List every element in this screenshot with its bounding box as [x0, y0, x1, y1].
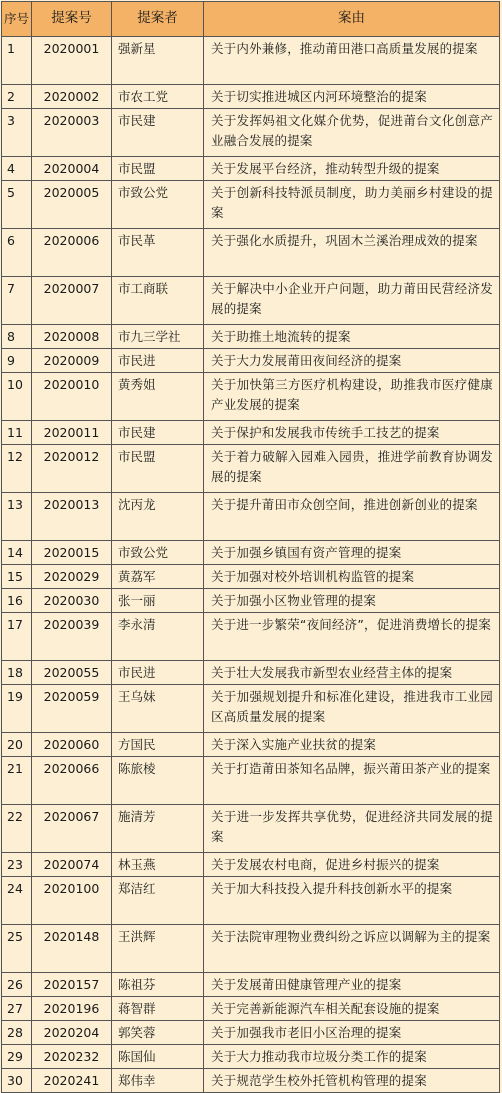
cell-subject: 关于壮大发展我市新型农业经营主体的提案 [204, 661, 500, 685]
cell-no: 16 [2, 589, 32, 613]
cell-no: 18 [2, 661, 32, 685]
header-no: 序号 [2, 2, 32, 37]
cell-subject: 关于解决中小企业开户问题，助力莆田民营经济发展的提案 [204, 277, 500, 325]
cell-proposal-id: 2020004 [32, 157, 112, 181]
cell-subject: 关于加强对校外培训机构监管的提案 [204, 565, 500, 589]
table-row [2, 589, 500, 613]
cell-no: 7 [2, 277, 32, 325]
cell-no: 29 [2, 1045, 32, 1069]
table-row [2, 421, 500, 445]
table-row [2, 685, 500, 733]
cell-no: 17 [2, 613, 32, 661]
cell-no: 12 [2, 445, 32, 493]
cell-proposer: 林玉燕 [112, 853, 204, 877]
cell-proposer: 市致公党 [112, 181, 204, 229]
cell-proposal-id: 2020008 [32, 325, 112, 349]
header-subject: 案由 [204, 2, 500, 37]
cell-subject: 关于打造莆田茶知名品牌，振兴莆田茶产业的提案 [204, 757, 500, 805]
cell-subject: 关于发展农村电商，促进乡村振兴的提案 [204, 853, 500, 877]
cell-proposer: 市农工党 [112, 85, 204, 109]
cell-proposal-id: 2020060 [32, 733, 112, 757]
cell-proposal-id: 2020100 [32, 877, 112, 925]
table-row [2, 733, 500, 757]
table-row [2, 349, 500, 373]
cell-subject: 关于发展平台经济，推动转型升级的提案 [204, 157, 500, 181]
cell-no: 27 [2, 997, 32, 1021]
table-row [2, 229, 500, 277]
cell-subject: 关于保护和发展我市传统手工技艺的提案 [204, 421, 500, 445]
cell-proposer: 陈国仙 [112, 1045, 204, 1069]
cell-no: 3 [2, 109, 32, 157]
proposal-table [1, 1, 500, 1093]
cell-proposal-id: 2020039 [32, 613, 112, 661]
table-row [2, 997, 500, 1021]
cell-no: 30 [2, 1069, 32, 1093]
cell-proposal-id: 2020157 [32, 973, 112, 997]
table-row [2, 85, 500, 109]
cell-proposal-id: 2020012 [32, 445, 112, 493]
cell-proposer: 市工商联 [112, 277, 204, 325]
table-row [2, 1021, 500, 1045]
cell-proposer: 市民进 [112, 661, 204, 685]
cell-no: 2 [2, 85, 32, 109]
cell-proposer: 市民盟 [112, 445, 204, 493]
cell-no: 19 [2, 685, 32, 733]
cell-no: 5 [2, 181, 32, 229]
cell-proposal-id: 2020001 [32, 37, 112, 85]
cell-proposer: 郑洁红 [112, 877, 204, 925]
cell-proposer: 市民盟 [112, 157, 204, 181]
cell-proposal-id: 2020015 [32, 541, 112, 565]
cell-proposal-id: 2020196 [32, 997, 112, 1021]
cell-subject: 关于发挥妈祖文化媒介优势，促进莆台文化创意产业融合发展的提案 [204, 109, 500, 157]
cell-proposal-id: 2020232 [32, 1045, 112, 1069]
cell-subject: 关于加强乡镇国有资产管理的提案 [204, 541, 500, 565]
cell-no: 8 [2, 325, 32, 349]
cell-subject: 关于着力破解入园难入园贵，推进学前教育协调发展的提案 [204, 445, 500, 493]
cell-proposer: 李永清 [112, 613, 204, 661]
cell-proposer: 市民建 [112, 109, 204, 157]
table-row [2, 181, 500, 229]
cell-no: 26 [2, 973, 32, 997]
cell-no: 23 [2, 853, 32, 877]
cell-proposal-id: 2020204 [32, 1021, 112, 1045]
cell-subject: 关于加强小区物业管理的提案 [204, 589, 500, 613]
cell-subject: 关于完善新能源汽车相关配套设施的提案 [204, 997, 500, 1021]
table-row [2, 973, 500, 997]
cell-proposal-id: 2020029 [32, 565, 112, 589]
cell-proposer: 郭笑蓉 [112, 1021, 204, 1045]
cell-proposer: 黄秀姐 [112, 373, 204, 421]
cell-proposer: 市九三学社 [112, 325, 204, 349]
table-row [2, 1045, 500, 1069]
cell-proposal-id: 2020241 [32, 1069, 112, 1093]
cell-no: 25 [2, 925, 32, 973]
cell-no: 6 [2, 229, 32, 277]
cell-no: 1 [2, 37, 32, 85]
cell-proposer: 王洪辉 [112, 925, 204, 973]
cell-subject: 关于加强我市老旧小区治理的提案 [204, 1021, 500, 1045]
header-proposal-id: 提案号 [32, 2, 112, 37]
cell-no: 28 [2, 1021, 32, 1045]
cell-proposer: 蒋智群 [112, 997, 204, 1021]
table-row [2, 925, 500, 973]
cell-proposer: 陈祖芬 [112, 973, 204, 997]
cell-no: 10 [2, 373, 32, 421]
table-row [2, 325, 500, 349]
cell-subject: 关于进一步发挥共享优势，促进经济共同发展的提案 [204, 805, 500, 853]
cell-proposal-id: 2020148 [32, 925, 112, 973]
cell-proposer: 方国民 [112, 733, 204, 757]
header-proposer: 提案者 [112, 2, 204, 37]
cell-proposer: 王乌妹 [112, 685, 204, 733]
cell-no: 4 [2, 157, 32, 181]
cell-subject: 关于切实推进城区内河环境整治的提案 [204, 85, 500, 109]
table-row [2, 877, 500, 925]
cell-proposer: 市民进 [112, 349, 204, 373]
cell-proposal-id: 2020005 [32, 181, 112, 229]
table-row [2, 805, 500, 853]
cell-no: 20 [2, 733, 32, 757]
cell-subject: 关于大力推动我市垃圾分类工作的提案 [204, 1045, 500, 1069]
cell-no: 21 [2, 757, 32, 805]
cell-proposal-id: 2020007 [32, 277, 112, 325]
table-row [2, 157, 500, 181]
cell-proposal-id: 2020003 [32, 109, 112, 157]
table-row [2, 613, 500, 661]
cell-subject: 关于创新科技特派员制度，助力美丽乡村建设的提案 [204, 181, 500, 229]
table-row [2, 565, 500, 589]
table-row [2, 445, 500, 493]
cell-proposer: 郑伟幸 [112, 1069, 204, 1093]
cell-proposal-id: 2020009 [32, 349, 112, 373]
cell-proposer: 沈丙龙 [112, 493, 204, 541]
table-row [2, 1069, 500, 1093]
cell-no: 15 [2, 565, 32, 589]
cell-proposal-id: 2020074 [32, 853, 112, 877]
cell-proposer: 张一丽 [112, 589, 204, 613]
cell-subject: 关于深入实施产业扶贫的提案 [204, 733, 500, 757]
cell-proposer: 陈旅棱 [112, 757, 204, 805]
table-row [2, 493, 500, 541]
cell-subject: 关于加快第三方医疗机构建设，助推我市医疗健康产业发展的提案 [204, 373, 500, 421]
cell-subject: 关于法院审理物业费纠纷之诉应以调解为主的提案 [204, 925, 500, 973]
cell-subject: 关于加大科技投入提升科技创新水平的提案 [204, 877, 500, 925]
table-row [2, 373, 500, 421]
cell-proposer: 市致公党 [112, 541, 204, 565]
cell-proposer: 市民建 [112, 421, 204, 445]
cell-no: 11 [2, 421, 32, 445]
cell-proposal-id: 2020066 [32, 757, 112, 805]
cell-proposal-id: 2020055 [32, 661, 112, 685]
cell-subject: 关于助推土地流转的提案 [204, 325, 500, 349]
table-row [2, 853, 500, 877]
cell-subject: 关于发展莆田健康管理产业的提案 [204, 973, 500, 997]
cell-proposer: 市民革 [112, 229, 204, 277]
cell-no: 24 [2, 877, 32, 925]
cell-proposal-id: 2020013 [32, 493, 112, 541]
cell-proposer: 黄荔军 [112, 565, 204, 589]
table-row [2, 277, 500, 325]
cell-proposal-id: 2020030 [32, 589, 112, 613]
table-row [2, 109, 500, 157]
table-row [2, 757, 500, 805]
cell-subject: 关于进一步繁荣“夜间经济”，促进消费增长的提案 [204, 613, 500, 661]
table-row [2, 661, 500, 685]
cell-proposal-id: 2020010 [32, 373, 112, 421]
cell-subject: 关于提升莆田市众创空间，推进创新创业的提案 [204, 493, 500, 541]
cell-no: 9 [2, 349, 32, 373]
cell-no: 13 [2, 493, 32, 541]
cell-proposal-id: 2020067 [32, 805, 112, 853]
cell-proposal-id: 2020011 [32, 421, 112, 445]
cell-proposal-id: 2020006 [32, 229, 112, 277]
cell-proposer: 施清芳 [112, 805, 204, 853]
cell-subject: 关于大力发展莆田夜间经济的提案 [204, 349, 500, 373]
cell-subject: 关于规范学生校外托管机构管理的提案 [204, 1069, 500, 1093]
cell-proposer: 强新星 [112, 37, 204, 85]
cell-subject: 关于内外兼修，推动莆田港口高质量发展的提案 [204, 37, 500, 85]
cell-proposal-id: 2020002 [32, 85, 112, 109]
table-row [2, 541, 500, 565]
cell-subject: 关于强化水质提升，巩固木兰溪治理成效的提案 [204, 229, 500, 277]
cell-no: 14 [2, 541, 32, 565]
cell-no: 22 [2, 805, 32, 853]
cell-proposal-id: 2020059 [32, 685, 112, 733]
cell-subject: 关于加强规划提升和标准化建设，推进我市工业园区高质量发展的提案 [204, 685, 500, 733]
header-row [2, 2, 500, 37]
table-row [2, 37, 500, 85]
